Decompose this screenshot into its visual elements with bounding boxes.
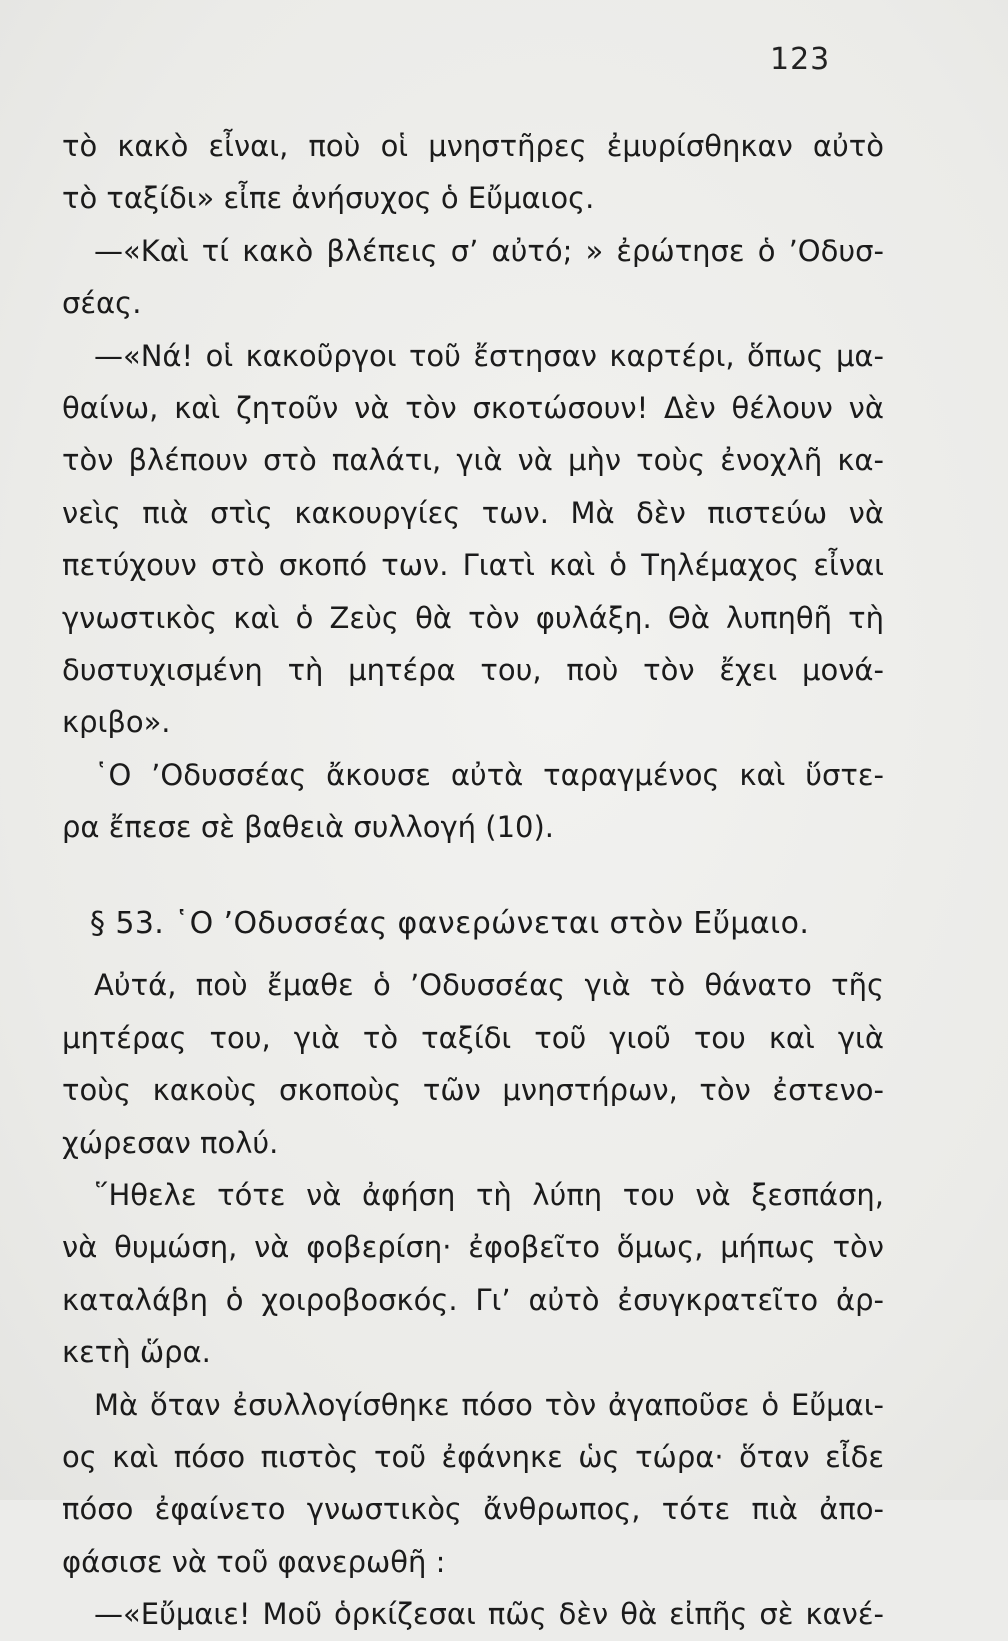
text-line: κετὴ ὥρα. [62,1335,211,1370]
section-heading: § 53. ῾Ο ’Οδυσσέας φανερώνεται στὸν Εὔμαιο. [90,906,810,942]
text-line: τοὺς κακοὺς σκοποὺς τῶν μνηστήρων, τὸν ἐστενο- [62,1073,884,1108]
text-line: ρα ἔπεσε σὲ βαθειὰ συλλογή (10). [62,810,555,845]
text-line: ος καὶ πόσο πιστὸς τοῦ ἐφάνηκε ὡς τώρα· ὅταν εἶδε [62,1439,884,1474]
text-line: τὸ ταξίδι» εἶπε ἀνήσυχος ὁ Εὔμαιος. [62,181,595,216]
text-line: νὰ θυμώση, νὰ φοβερίση· ἐφοβεῖτο ὅμως, μήπως τὸν [62,1230,884,1265]
text-line: —«Εὔμαιε! Μοῦ ὁρκίζεσαι πῶς δὲν θὰ εἰπῆς σὲ κανέ- [94,1597,884,1632]
text-line: ῾Ο ’Οδυσσέας ἄκουσε αὐτὰ ταραγμένος καὶ ὕστε- [94,757,884,792]
text-line: σέας. [62,286,142,321]
text-line: Μὰ ὅταν ἐσυλλογίσθηκε πόσο τὸν ἀγαποῦσε ὁ Εὔμαι- [94,1387,884,1422]
text-line: φάσισε νὰ τοῦ φανερωθῆ : [62,1544,446,1579]
text-line: νεὶς πιὰ στὶς κακουργίες των. Μὰ δὲν πιστεύω νὰ [62,495,884,530]
text-line: —«Νά! οἱ κακοῦργοι τοῦ ἔστησαν καρτέρι, ὅπως μα- [94,338,884,373]
text-line: τὸν βλέπουν στὸ παλάτι, γιὰ νὰ μὴν τοὺς ἐνοχλῆ κα- [62,443,884,478]
text-line: καταλάβη ὁ χοιροβοσκός. Γι’ αὐτὸ ἐσυγκρατεῖτο ἀρ- [62,1282,884,1317]
text-line: πετύχουν στὸ σκοπό των. Γιατὶ καὶ ὁ Τηλέμαχος εἶναι [62,548,884,583]
page-number: 123 [770,42,831,77]
text-line: Αὐτά, ποὺ ἔμαθε ὁ ’Οδυσσέας γιὰ τὸ θάνατο τῆς [94,968,884,1003]
text-line: γνωστικὸς καὶ ὁ Ζεὺς θὰ τὸν φυλάξη. Θὰ λυπηθῆ τὴ [62,600,884,635]
text-line: πόσο ἐφαίνετο γνωστικὸς ἄνθρωπος, τότε πιὰ ἀπο- [62,1492,884,1527]
text-line: κριβο». [62,705,171,740]
text-line: —«Καὶ τί κακὸ βλέπεις σ’ αὐτό; » ἐρώτησε ὁ ’Οδυσ- [94,233,884,268]
text-line: μητέρας του, γιὰ τὸ ταξίδι τοῦ γιοῦ του καὶ γιὰ [62,1020,884,1055]
text-line: χώρεσαν πολύ. [62,1125,279,1160]
text-line: δυστυχισμένη τὴ μητέρα του, ποὺ τὸν ἔχει μονά- [62,652,884,687]
body-text [62,120,884,1641]
text-line: ῞Ηθελε τότε νὰ ἀφήση τὴ λύπη του νὰ ξεσπάση, [94,1178,884,1213]
text-line: τὸ κακὸ εἶναι, ποὺ οἱ μνηστῆρες ἐμυρίσθηκαν αὐτὸ [62,129,884,163]
text-line: θαίνω, καὶ ζητοῦν νὰ τὸν σκοτώσουν! Δὲν θέλουν νὰ [62,390,884,425]
